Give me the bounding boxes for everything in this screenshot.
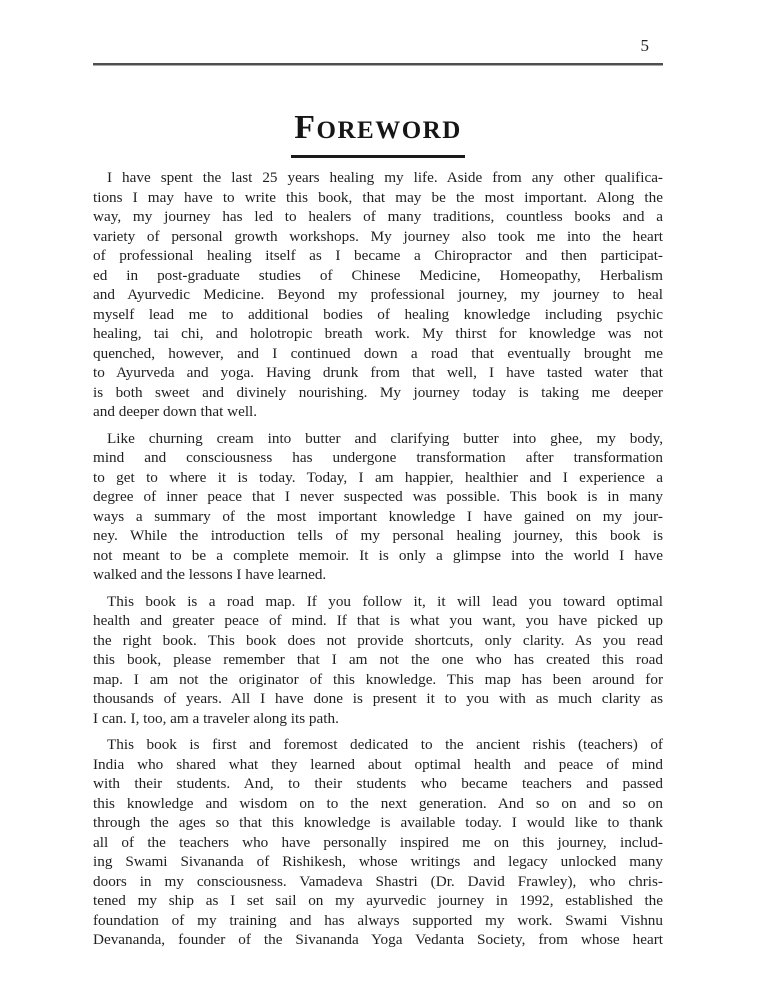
- text-line: not meant to be a complete memoir. It is only a glimpse into the world I have: [93, 546, 663, 564]
- text-line: healing, tai chi, and holotropic breath work. My thirst for knowledge was not: [93, 325, 663, 342]
- text-line: this knowledge and wisdom on to the next generation. And so on and so on: [93, 794, 663, 812]
- text-line: ney. While the introduction tells of my personal healing journey, this book is: [93, 527, 663, 544]
- text-line: India who shared what they learned about optimal health and peace of mind: [93, 755, 663, 773]
- text-line: thousands of years. All I have done is present it to you with as much clarity as: [93, 690, 663, 707]
- chapter-heading: [291, 110, 465, 158]
- text-line: health and greater peace of mind. If that is what you want, you have picked up: [93, 612, 663, 629]
- text-line: Devananda, founder of the Sivananda Yoga Vedanta Society, from whose heart: [93, 931, 663, 948]
- text-line: mind and consciousness has undergone transformation after transformation: [93, 449, 663, 466]
- text-line: the right book. This book does not provide shortcuts, only clarity. As you read: [93, 631, 663, 649]
- text-line: This book is first and foremost dedicated to the ancient rishis (teachers) of: [107, 736, 663, 753]
- text-line: way, my journey has led to healers of many traditions, countless books and a: [93, 208, 663, 225]
- text-line: quenched, however, and I continued down a road that eventually brought me: [93, 344, 663, 362]
- text-line: and Ayurvedic Medicine. Beyond my professional journey, my journey to heal: [93, 286, 663, 303]
- text-line: tened my ship as I set sail on my ayurvedic journey in 1992, established the: [93, 892, 663, 909]
- text-line: is both sweet and divinely nourishing. My journey today is taking me deeper: [93, 383, 663, 401]
- text-line: and deeper down that well.: [93, 403, 258, 420]
- text-line: This book is a road map. If you follow it, it will lead you toward optimal: [107, 592, 663, 610]
- text-line: myself lead me to additional bodies of healing knowledge including psychic: [93, 305, 663, 323]
- text-line: with their students. And, to their students who became teachers and passed: [93, 775, 663, 792]
- text-line: map. I am not the originator of this knowledge. This map has been around for: [93, 670, 663, 688]
- text-line: variety of personal growth workshops. My journey also took me into the heart: [93, 227, 663, 245]
- text-line: through the ages so that this knowledge is available today. I would like to thank: [93, 814, 663, 831]
- heading-row: [93, 110, 663, 158]
- text-line: to get to where it is today. Today, I am happier, healthier and I experience a: [93, 468, 663, 486]
- text-line: to Ayurveda and yoga. Having drunk from that well, I have tasted water that: [93, 364, 663, 381]
- paragraph: [93, 429, 663, 585]
- page-content: [93, 36, 663, 950]
- text-line: degree of inner peace that I never suspected was possible. This book is in many: [93, 488, 663, 505]
- paragraph: [93, 592, 663, 729]
- paragraph: [93, 168, 663, 422]
- text-line: ing Swami Sivananda of Rishikesh, whose writings and legacy unlocked many: [93, 853, 663, 870]
- text-line: tions I may have to write this book, that may be the most important. Along the: [93, 188, 663, 206]
- text-line: doors in my consciousness. Vamadeva Shastri (Dr. David Frawley), who chris-: [93, 872, 663, 890]
- text-line: I have spent the last 25 years healing my life. Aside from any other qualifica-: [107, 169, 663, 186]
- body-text: [93, 168, 663, 950]
- text-line: walked and the lessons I have learned.: [93, 566, 327, 583]
- paragraph: [93, 735, 663, 950]
- text-line: foundation of my training and has always supported my work. Swami Vishnu: [93, 911, 663, 929]
- text-line: all of the teachers who have personally inspired me on this journey, includ-: [93, 833, 663, 851]
- page-number: 5: [640, 36, 649, 55]
- chapter-heading-rest: OREWORD: [316, 117, 462, 144]
- header-rule: [93, 63, 663, 66]
- text-line: this book, please remember that I am not the one who has created this road: [93, 651, 663, 668]
- text-line: I can. I, too, am a traveler along its path.: [93, 709, 339, 727]
- text-line: ways a summary of the most important knowledge I have gained on my jour-: [93, 507, 663, 525]
- chapter-heading-initial: F: [294, 109, 317, 146]
- text-line: of professional healing itself as I became a Chiropractor and then participat-: [93, 247, 663, 264]
- page-header: [93, 36, 663, 56]
- text-line: ed in post-graduate studies of Chinese Medicine, Homeopathy, Herbalism: [93, 266, 663, 284]
- text-line: Like churning cream into butter and clarifying butter into ghee, my body,: [107, 429, 663, 447]
